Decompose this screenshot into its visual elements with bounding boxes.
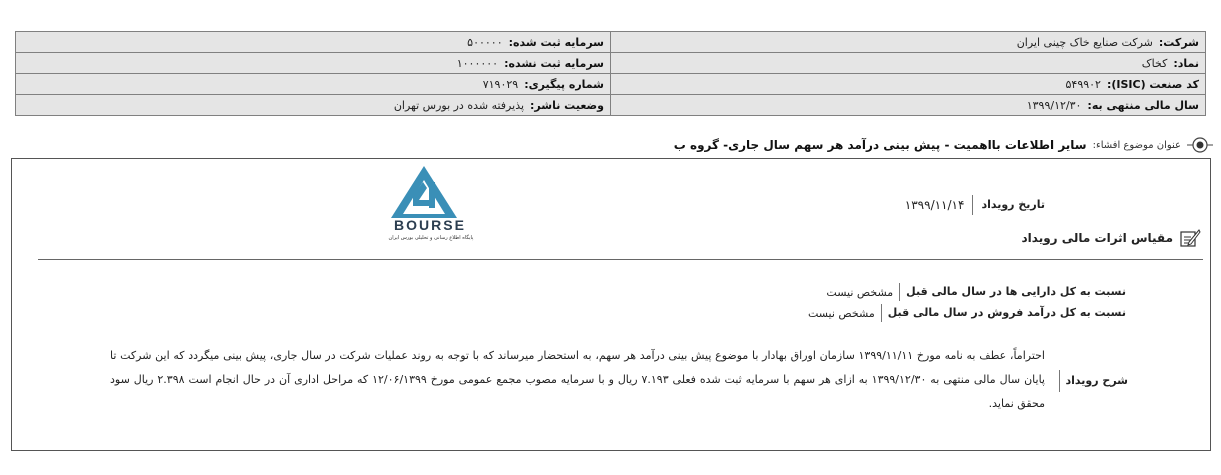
edit-note-icon xyxy=(1179,228,1201,248)
company-label: شرکت: xyxy=(1158,35,1199,49)
reg-capital-cell xyxy=(16,32,611,53)
target-icon xyxy=(1187,136,1213,154)
fiscal-value: ۱۳۹۹/۱۲/۳۰ xyxy=(1026,98,1082,112)
ratio-row-assets xyxy=(826,283,1126,301)
ratio-value-sales: مشخص نیست xyxy=(807,306,875,320)
info-row xyxy=(16,32,1206,53)
tracking-label: شماره پیگیری: xyxy=(524,77,604,91)
symbol-label: نماد: xyxy=(1173,56,1199,70)
company-info-table xyxy=(15,31,1206,116)
tracking-cell xyxy=(16,74,611,95)
subject-prefix: عنوان موضوع افشاء: xyxy=(1092,139,1181,151)
event-date-row xyxy=(905,195,1045,215)
info-row xyxy=(16,95,1206,116)
info-row xyxy=(16,53,1206,74)
description-text: احتراماً، عطف به نامه مورخ ۱۳۹۹/۱۱/۱۱ سازمان اوراق بهادار با موضوع پیش بینی درآمد هر سهم، به استحضار میرساند که با توجه به روند عملیات شرکت در سال جاری، پیش بینی میگردد که این شرکت تا پایان سال مالی منتهی به ۱۳۹۹/۱۲/۳۰ به ازای هر سهم با سرمایه ثبت شده فعلی ۷.۱۹۳ ریال و با سرمایه مصوب مجمع عمومی مورخ ۱۲/۰۶/۱۳۹۹ که مراحل اداری آن در حال انجام است ۲.۳۹۸ ریال سود محقق نماید. xyxy=(110,349,1045,410)
logo-subtitle: پایگاه اطلاع رسانی و تحلیلی بورس ایران xyxy=(388,235,474,241)
reg-capital-label: سرمایه ثبت شده: xyxy=(508,35,604,49)
subject-title: سایر اطلاعات بااهمیت - پیش بینی درآمد هر سهم سال جاری- گروه ب xyxy=(673,138,1087,152)
logo-wordmark: BOURSE xyxy=(394,217,466,233)
fiscal-label: سال مالی منتهی به: xyxy=(1087,98,1199,112)
section-heading xyxy=(1022,228,1201,248)
unreg-capital-label: سرمایه ثبت نشده: xyxy=(504,56,604,70)
unreg-capital-value: ۱۰۰۰۰۰۰ xyxy=(456,56,499,70)
status-value: پذیرفته شده در بورس تهران xyxy=(393,98,525,112)
ratio-label-sales: نسبت به کل درآمد فروش در سال مالی قبل xyxy=(881,304,1126,322)
description-block xyxy=(110,344,1045,416)
bourse-logo-icon xyxy=(369,158,479,220)
status-label: وضعیت ناشر: xyxy=(530,98,604,112)
subject-line xyxy=(674,136,1213,154)
ratio-value-assets: مشخص نیست xyxy=(826,285,894,299)
section-divider xyxy=(38,259,1203,260)
isic-cell xyxy=(611,74,1206,95)
description-label: شرح رویداد xyxy=(1059,370,1129,392)
fiscal-cell xyxy=(611,95,1206,116)
tracking-value: ۷۱۹۰۲۹ xyxy=(482,77,519,91)
isic-label: کد صنعت (ISIC): xyxy=(1106,77,1199,91)
section-title: مقیاس اثرات مالی رویداد xyxy=(1021,231,1173,245)
ratio-label-assets: نسبت به کل دارایی ها در سال مالی قبل xyxy=(899,283,1126,301)
event-date-value: ۱۳۹۹/۱۱/۱۴ xyxy=(904,198,965,212)
reg-capital-value: ۵۰۰۰۰۰ xyxy=(467,35,503,49)
symbol-value: کخاک xyxy=(1141,56,1168,70)
info-row xyxy=(16,74,1206,95)
company-cell xyxy=(611,32,1206,53)
isic-value: ۵۴۹۹۰۲ xyxy=(1065,77,1101,91)
unreg-capital-cell xyxy=(16,53,611,74)
company-value: شرکت صنایع خاک چینی ایران xyxy=(1016,35,1153,49)
status-cell xyxy=(16,95,611,116)
ratio-row-sales xyxy=(808,304,1126,322)
event-date-label: تاریخ رویداد xyxy=(972,195,1045,215)
symbol-cell xyxy=(611,53,1206,74)
